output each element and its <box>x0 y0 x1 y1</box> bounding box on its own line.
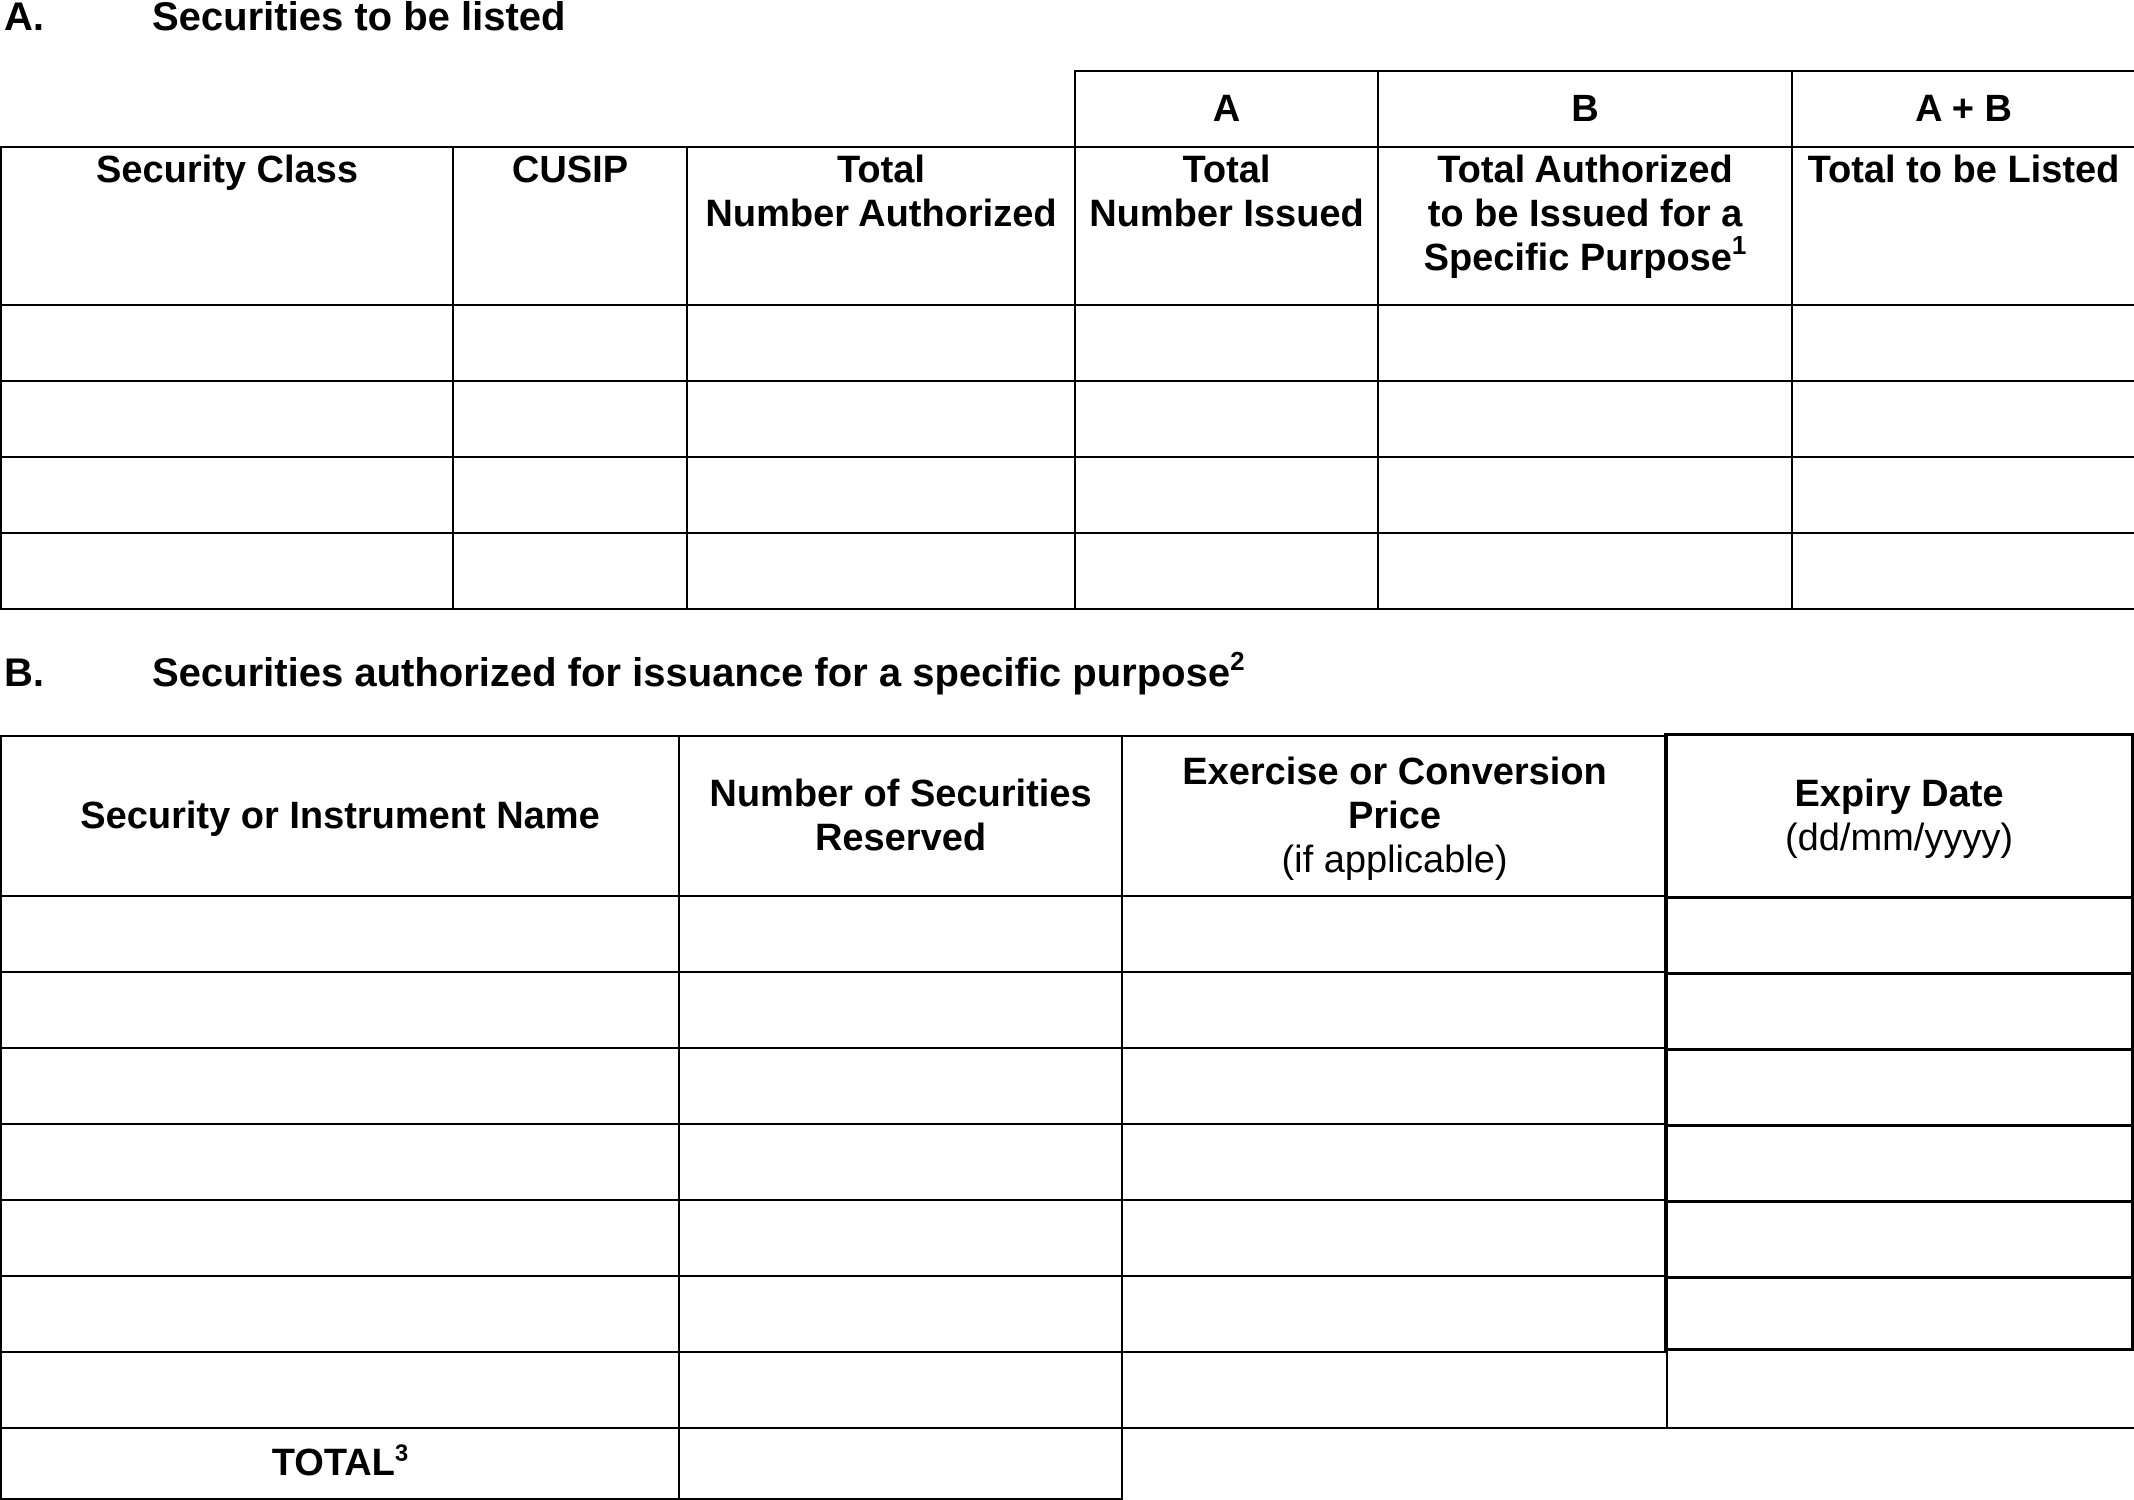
table-b-cell-r1c3[interactable] <box>1122 896 1667 972</box>
column-header-total-number-issued: Total Number Issued <box>1075 147 1378 305</box>
table-a-cell-r3c4[interactable] <box>1075 457 1378 533</box>
table-a-cell-r1c6[interactable] <box>1792 305 2134 381</box>
column-header-security-or-instrument-name: Security or Instrument Name <box>1 736 679 896</box>
table-b-cell-r5c3[interactable] <box>1122 1200 1667 1276</box>
table-a-cell-r2c2[interactable] <box>453 381 687 457</box>
table-a-cell-r1c2[interactable] <box>453 305 687 381</box>
table-b-cell-r6c2[interactable] <box>679 1276 1122 1352</box>
securities-to-be-listed-table <box>0 70 2134 610</box>
table-a-cell-r3c1[interactable] <box>1 457 453 533</box>
footnote-2-superscript: 2 <box>1230 646 1245 676</box>
table-b-cell-r3c3[interactable] <box>1122 1048 1667 1124</box>
table-b-cell-r2c3[interactable] <box>1122 972 1667 1048</box>
total-label-cell: TOTAL$^3$ <box>1 1428 679 1500</box>
table-a-row <box>1 381 2134 457</box>
table-a-row <box>1 457 2134 533</box>
column-header-total-to-be-listed: Total to be Listed <box>1792 147 2134 305</box>
table-a-cell-r4c6[interactable] <box>1792 533 2134 609</box>
expiry-row-divider <box>1667 1124 2131 1127</box>
table-a-row <box>1 533 2134 609</box>
table-a-cell-r1c1[interactable] <box>1 305 453 381</box>
spacer-cell <box>1 71 453 147</box>
column-header-exercise-or-conversion-price: Exercise or Conversion Price (if applicable) <box>1122 736 1667 896</box>
table-b-cell-r6c1[interactable] <box>1 1276 679 1352</box>
table-b-cell-r6c3[interactable] <box>1122 1276 1667 1352</box>
table-a-cell-r4c5[interactable] <box>1378 533 1792 609</box>
table-a-cell-r4c3[interactable] <box>687 533 1075 609</box>
table-a-cell-r2c6[interactable] <box>1792 381 2134 457</box>
table-b-cell-r1c2[interactable] <box>679 896 1122 972</box>
table-a-cell-r2c4[interactable] <box>1075 381 1378 457</box>
table-b-cell-r1c1[interactable] <box>1 896 679 972</box>
top-header-b: B <box>1378 71 1792 147</box>
table-a-cell-r3c2[interactable] <box>453 457 687 533</box>
table-b-cell-r2c1[interactable] <box>1 972 679 1048</box>
table-a-header-row <box>1 147 2134 305</box>
table-a-cell-r2c1[interactable] <box>1 381 453 457</box>
total-row <box>1 1428 2134 1500</box>
section-a-label: A. <box>4 0 44 39</box>
table-b-total-section <box>1 1428 2134 1500</box>
column-header-total-number-authorized: Total Number Authorized <box>687 147 1075 305</box>
ab-sum-header-row <box>1 71 2134 147</box>
table-a-cell-r3c3[interactable] <box>687 457 1075 533</box>
table-a-cell-r1c3[interactable] <box>687 305 1075 381</box>
table-b-cell-r5c1[interactable] <box>1 1200 679 1276</box>
table-a-cell-r2c3[interactable] <box>687 381 1075 457</box>
table-b-cell-r3c1[interactable] <box>1 1048 679 1124</box>
expiry-date-column-box <box>1664 733 2134 1351</box>
top-header-a-plus-b: A + B <box>1792 71 2134 147</box>
expiry-row-divider <box>1667 972 2131 975</box>
table-b-row <box>1 1352 2134 1428</box>
footnote-3-superscript: 3 <box>394 1440 409 1467</box>
table-a-cell-r1c4[interactable] <box>1075 305 1378 381</box>
table-a-cell-r4c2[interactable] <box>453 533 687 609</box>
expiry-row-divider <box>1667 1200 2131 1203</box>
table-b-cell-r4c2[interactable] <box>679 1124 1122 1200</box>
table-a-cell-r1c5[interactable] <box>1378 305 1792 381</box>
table-a-cell-r3c6[interactable] <box>1792 457 2134 533</box>
table-b-cell-r7c4[interactable] <box>1667 1352 2134 1428</box>
column-header-number-of-securities-reserved: Number of Securities Reserved <box>679 736 1122 896</box>
spacer-cell <box>1122 1428 2134 1500</box>
section-b-label: B. <box>4 651 44 695</box>
table-b-cell-r4c3[interactable] <box>1122 1124 1667 1200</box>
table-b-cell-r4c1[interactable] <box>1 1124 679 1200</box>
table-a-cell-r2c5[interactable] <box>1378 381 1792 457</box>
table-b-cell-r7c1[interactable] <box>1 1352 679 1428</box>
table-b-cell-r7c2[interactable] <box>679 1352 1122 1428</box>
column-header-expiry-date: Expiry Date (dd/mm/yyyy) <box>1785 773 2013 859</box>
table-b-cell-r7c3[interactable] <box>1122 1352 1667 1428</box>
section-b-title: Securities authorized for issuance for a specific purpose$^2$ <box>152 646 1245 695</box>
spacer-cell <box>453 71 687 147</box>
expiry-row-divider <box>1667 1048 2131 1051</box>
total-value-cell[interactable] <box>679 1428 1122 1500</box>
table-b-cell-r5c2[interactable] <box>679 1200 1122 1276</box>
expiry-row-divider <box>1667 1276 2131 1279</box>
section-a-title: Securities to be listed <box>152 0 566 39</box>
table-b-cell-r3c2[interactable] <box>679 1048 1122 1124</box>
footnote-1-superscript: 1 <box>1731 230 1747 260</box>
table-a-cell-r3c5[interactable] <box>1378 457 1792 533</box>
table-a-cell-r4c4[interactable] <box>1075 533 1378 609</box>
table-a-cell-r4c1[interactable] <box>1 533 453 609</box>
table-a-row <box>1 305 2134 381</box>
table-a-body <box>1 305 2134 609</box>
column-header-cusip: CUSIP <box>453 147 687 305</box>
expiry-row-divider <box>1667 896 2131 899</box>
spacer-cell <box>687 71 1075 147</box>
column-header-security-class: Security Class <box>1 147 453 305</box>
table-b-cell-r2c2[interactable] <box>679 972 1122 1048</box>
column-header-total-authorized-specific-purpose: Total Authorized to be Issued for a Specific Purpose$^1$ <box>1378 147 1792 305</box>
top-header-a: A <box>1075 71 1378 147</box>
